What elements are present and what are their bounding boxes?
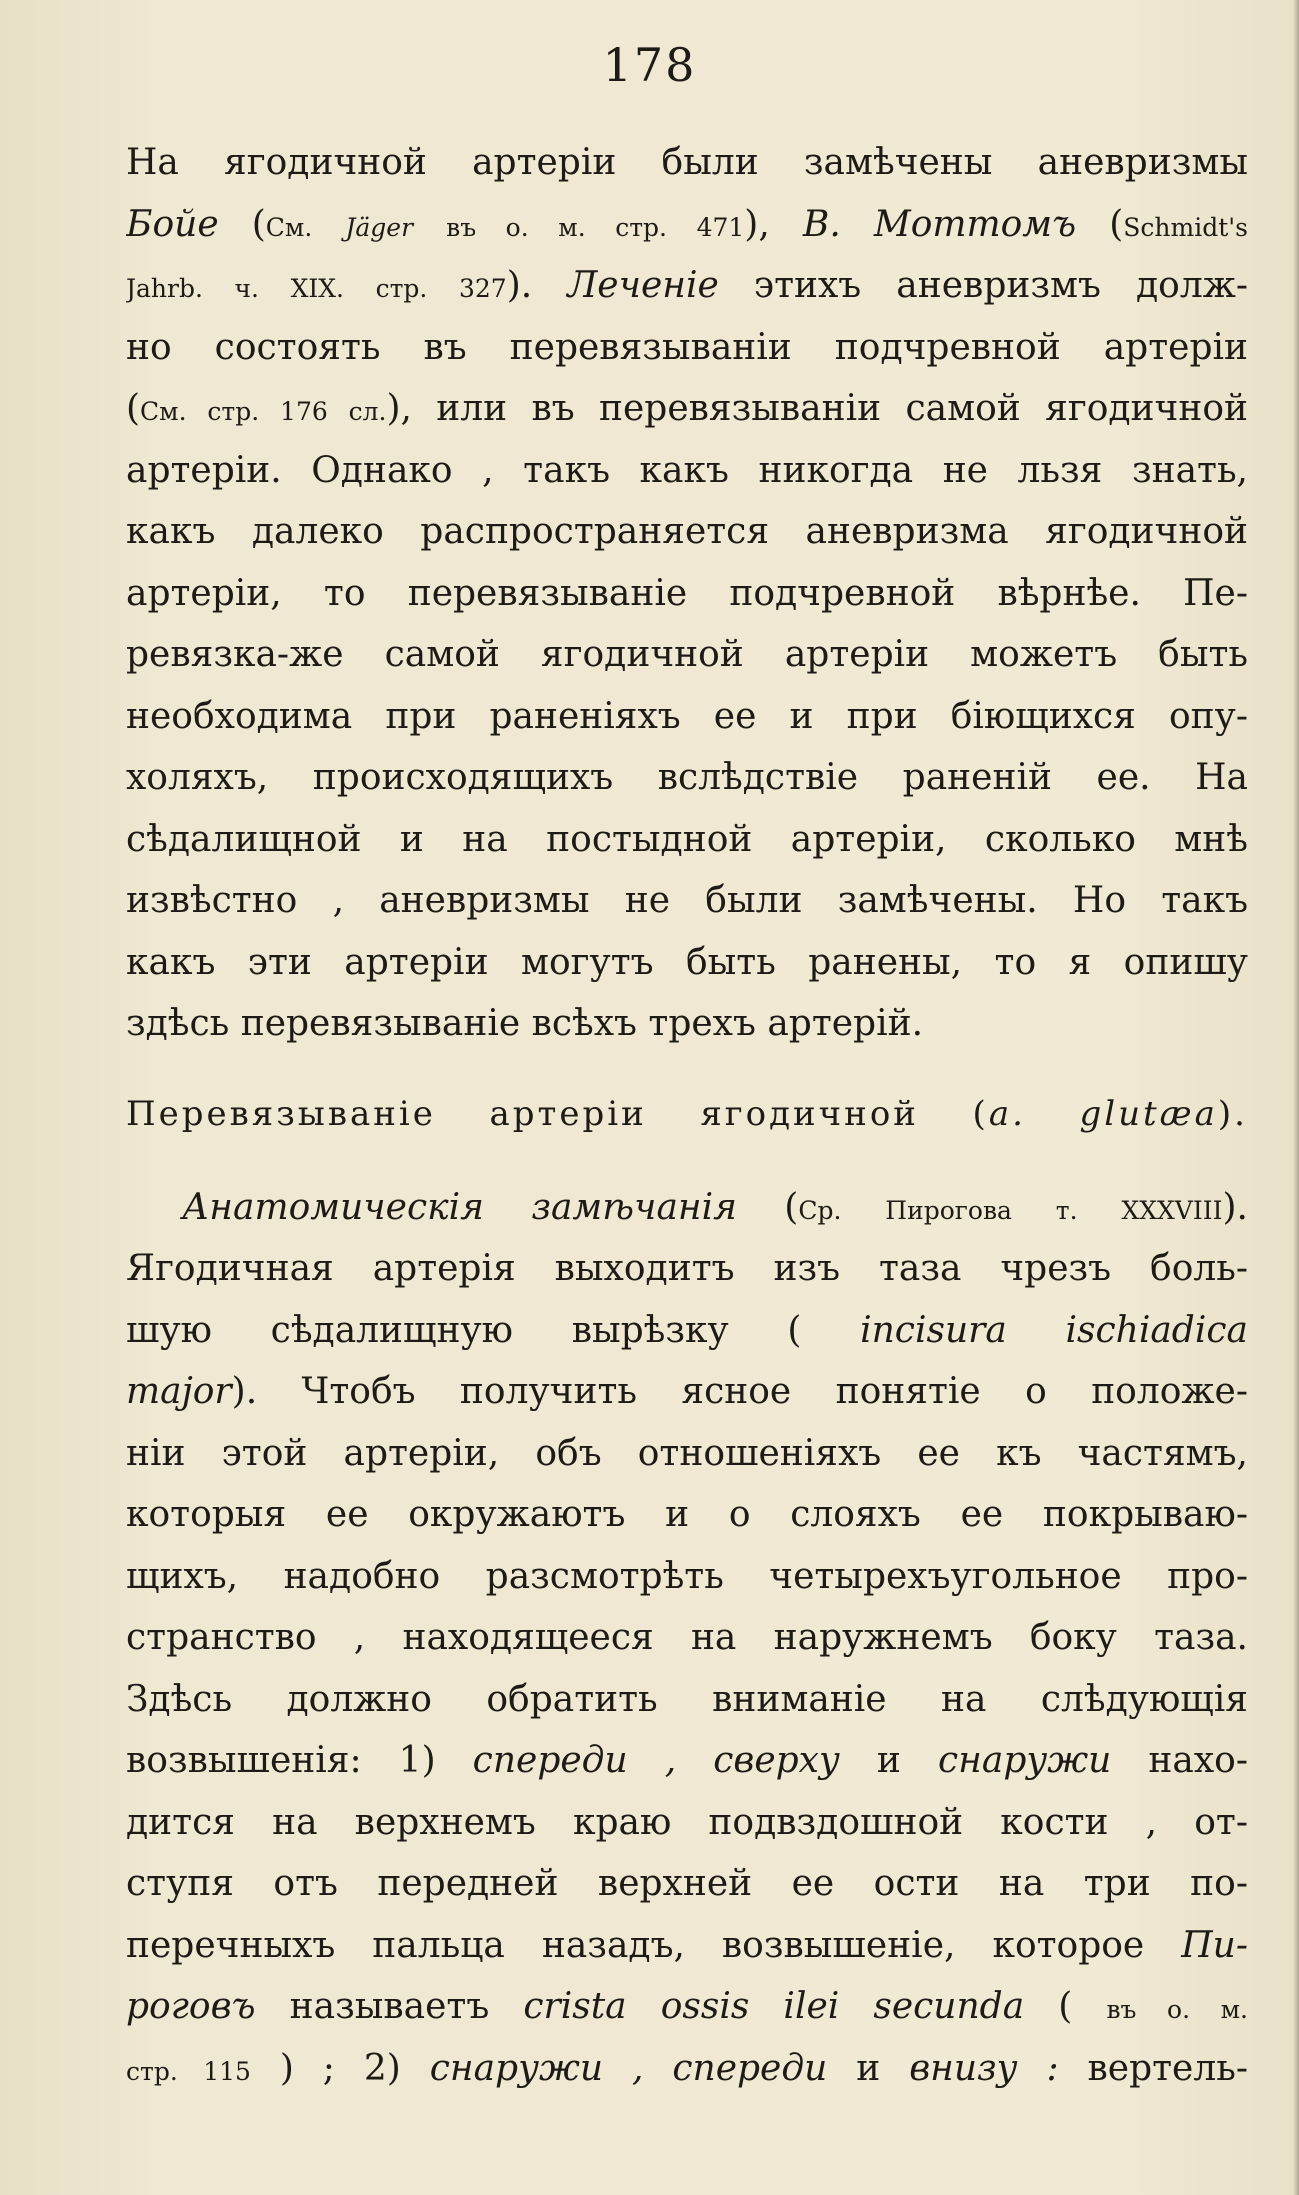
text-segment: которыя ее окружаютъ и о слояхъ ее покрываю- — [126, 1494, 1248, 1535]
text-segment: вертель- — [1058, 2047, 1248, 2089]
text-line — [126, 1792, 1248, 1854]
paragraph-aneurysms — [126, 132, 1248, 1055]
text-line — [126, 1177, 1248, 1239]
text-line — [126, 2038, 1248, 2100]
small-segment: См. — [265, 212, 313, 242]
text-segment: ревязка-же самой ягодичной артеріи можетъ быть — [126, 634, 1248, 675]
text-segment: ( — [736, 1186, 799, 1228]
text-line — [126, 1669, 1248, 1731]
italic-segment: Jäger — [345, 212, 414, 242]
text-segment: извѣстно , аневризмы не были замѣчены. Но такъ — [126, 880, 1248, 921]
text-segment: странство , находящееся на наружнемъ боку таза. — [126, 1617, 1248, 1658]
text-segment: перечныхъ пальца назадъ, возвышеніе, которое — [126, 1924, 1182, 1966]
italic-segment: В. Моттомъ — [802, 203, 1077, 245]
text-segment: холяхъ, происходящихъ вслѣдствіе раненій ее. На — [126, 757, 1248, 798]
text-segment: но состоять въ перевязываніи подчревной артеріи — [126, 326, 1248, 368]
text-segment: Ягодичная артерія выходитъ изъ таза чрезъ боль- — [126, 1248, 1248, 1289]
bleed-through-number — [270, 2120, 284, 2171]
text-segment: артеріи. Однако , такъ какъ никогда не льзя знать, — [126, 449, 1248, 491]
small-segment: Jahrb. ч. XIX. стр. 327 — [126, 274, 507, 303]
text-line — [126, 993, 1248, 1055]
text-segment: шую сѣдалищную вырѣзку ( — [126, 1309, 861, 1351]
italic-segment: снаружи — [937, 1740, 1112, 1781]
text-line — [126, 1423, 1248, 1485]
text-segment: возвышенія: 1) — [126, 1740, 473, 1781]
text-body — [126, 132, 1248, 2099]
text-segment: ). — [506, 265, 568, 306]
text-line — [126, 378, 1248, 440]
text-line — [126, 809, 1248, 871]
text-line — [126, 1361, 1248, 1423]
italic-segment: роговъ — [126, 1986, 256, 2027]
text-segment: Здѣсь должно обратить вниманіе на слѣдующія — [126, 1678, 1248, 1720]
text-segment: ). — [1222, 1186, 1248, 1228]
small-segment: стр. 115 — [126, 2056, 251, 2086]
italic-segment: Бойе — [126, 203, 219, 245]
text-line — [126, 870, 1248, 932]
text-segment: ніи этой артеріи, объ отношеніяхъ ее къ частямъ, — [126, 1432, 1248, 1474]
text-segment: ( — [1076, 203, 1124, 245]
italic-segment: спереди , сверху — [472, 1740, 840, 1781]
italic-segment: внизу : — [909, 2047, 1059, 2089]
text-line — [126, 1976, 1248, 2038]
text-segment: какъ эти артеріи могутъ быть ранены, то я опишу — [126, 941, 1248, 983]
text-segment: ). — [1217, 1093, 1248, 1134]
page-edge-shadow — [1293, 0, 1299, 2195]
text-line — [126, 501, 1248, 563]
small-segment: въ о. м. — [1106, 1995, 1248, 2024]
text-line — [126, 1853, 1248, 1915]
text-line — [126, 932, 1248, 994]
text-line — [126, 440, 1248, 502]
text-line — [126, 624, 1248, 686]
text-segment: ), — [744, 203, 803, 245]
paragraph-anatomy — [126, 1177, 1248, 2100]
text-line — [126, 1484, 1248, 1546]
text-segment: ( — [1024, 1986, 1107, 2027]
text-segment: какъ далеко распространяется аневризма ягодичной — [126, 511, 1248, 552]
text-segment: ). Чтобъ получить ясное понятіе о положе- — [231, 1371, 1248, 1412]
text-segment: ( — [126, 388, 141, 429]
text-segment: и — [827, 2047, 910, 2089]
text-line — [126, 747, 1248, 809]
text-segment: артеріи, то перевязываніе подчревной вѣрнѣе. Пе- — [126, 572, 1248, 614]
italic-segment: incisura ischiadica — [860, 1309, 1248, 1351]
text-segment: сѣдалищной и на постыдной артеріи, сколько мнѣ — [126, 818, 1248, 860]
italic-segment: снаружи , спереди — [429, 2047, 828, 2089]
text-segment — [312, 204, 345, 245]
small-segment: въ о. м. стр. 471 — [446, 212, 745, 242]
text-line — [126, 1300, 1248, 1362]
italic-segment: major — [126, 1371, 232, 1412]
text-line — [126, 255, 1248, 317]
text-line — [126, 1238, 1248, 1300]
page-number: 178 — [602, 38, 697, 92]
text-segment — [413, 204, 446, 245]
text-segment: ) ; 2) — [250, 2047, 430, 2089]
text-segment: называетъ — [255, 1986, 524, 2027]
text-segment: На ягодичной артеріи были замѣчены аневризмы — [126, 142, 1248, 183]
text-segment: необходима при раненіяхъ ее и при біющихся опу- — [126, 695, 1248, 737]
italic-segment: a. glutæa — [988, 1093, 1218, 1134]
small-segment: Ср. Пирогова т. XXXVIII — [798, 1195, 1223, 1225]
italic-segment: Анатомическія замѣчанія — [182, 1186, 737, 1228]
small-segment — [345, 213, 413, 242]
text-line — [126, 1915, 1248, 1977]
text-segment: Перевязываніе артеріи ягодичной ( — [126, 1093, 989, 1134]
text-segment: ( — [218, 203, 266, 245]
small-segment: См. стр. 176 сл. — [140, 397, 387, 426]
text-line — [126, 563, 1248, 625]
section-heading — [126, 1055, 1248, 1159]
text-segment: этихъ аневризмъ долж- — [718, 265, 1248, 306]
text-line — [126, 686, 1248, 748]
text-segment: дится на верхнемъ краю подвздошной кости , от- — [126, 1801, 1248, 1843]
text-line — [126, 1546, 1248, 1608]
text-line — [126, 1607, 1248, 1669]
text-line — [126, 317, 1248, 379]
text-line — [126, 132, 1248, 194]
text-segment: нахо- — [1111, 1740, 1248, 1781]
heading-spacer — [126, 1159, 1248, 1177]
text-segment: щихъ, надобно разсмотрѣть четырехъугольное про- — [126, 1555, 1248, 1597]
text-segment: здѣсь перевязываніе всѣхъ трехъ артерій. — [126, 1003, 924, 1044]
italic-segment: crista ossis ilei secunda — [523, 1986, 1025, 2027]
small-segment: Schmidt's — [1123, 212, 1248, 242]
text-segment: и — [839, 1740, 938, 1781]
text-segment: ), или въ перевязываніи самой ягодичной — [386, 388, 1248, 429]
italic-segment: Леченіе — [567, 265, 719, 306]
text-line — [126, 1730, 1248, 1792]
text-segment: ступя отъ передней верхней ее ости на три по- — [126, 1863, 1248, 1904]
italic-segment: Пи- — [1181, 1924, 1248, 1966]
text-line — [126, 194, 1248, 256]
